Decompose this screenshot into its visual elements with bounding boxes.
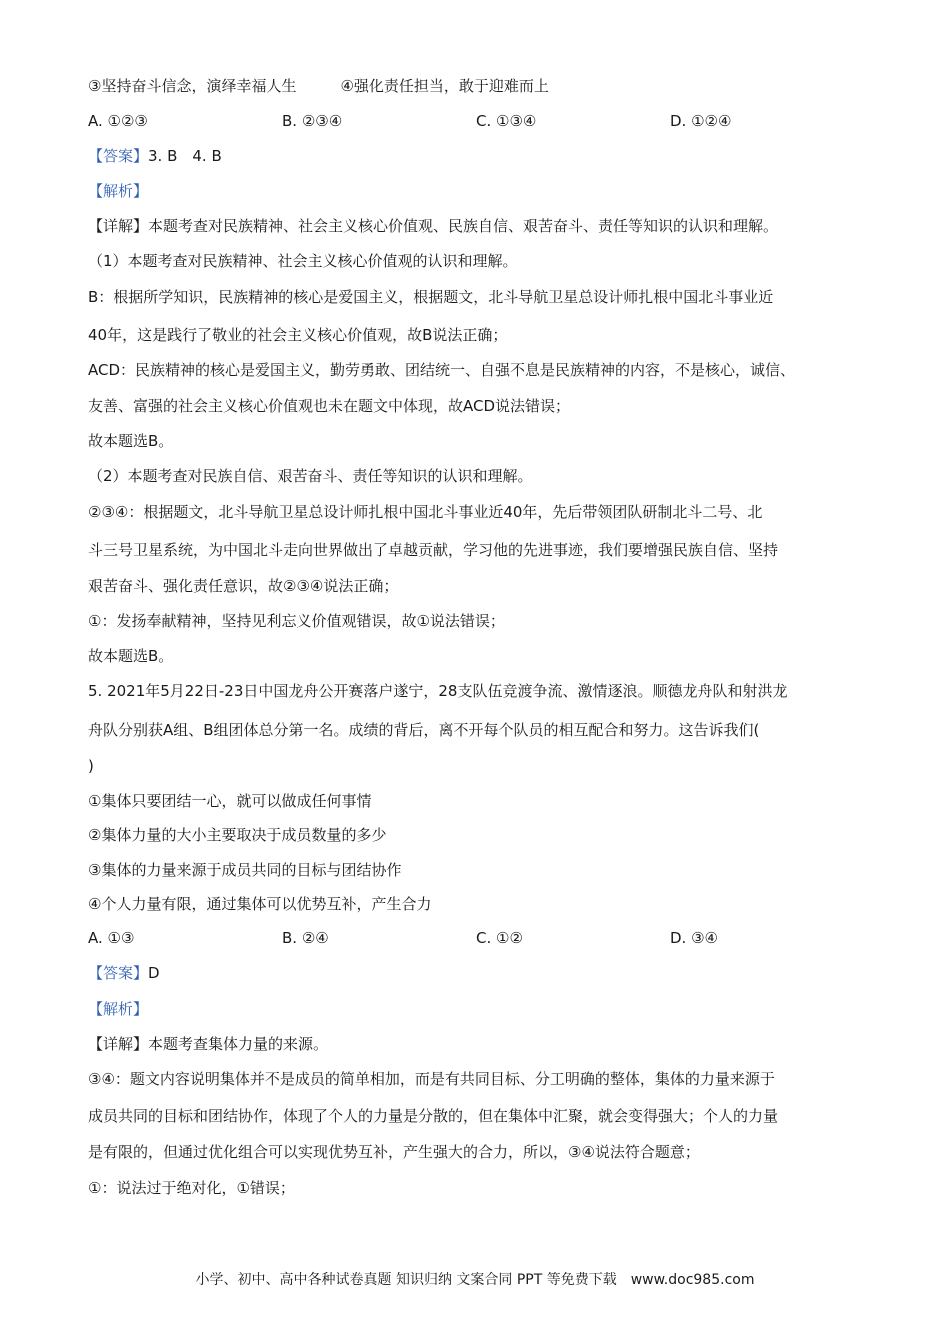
q5-item: ①集体只要团结一心，就可以做成任何事情 — [88, 792, 372, 810]
explanation-line: ③④：题文内容说明集体并不是成员的简单相加，而是有共同目标、分工明确的整体，集体的力量来源于 — [88, 1070, 775, 1088]
q5-item: ③集体的力量来源于成员共同的目标与团结协作 — [88, 861, 402, 879]
q4-option-d: D. ①②④ — [670, 112, 732, 130]
q4-item-3: ③坚持奋斗信念，演绎幸福人生 — [88, 77, 297, 95]
q4-items-line — [88, 76, 870, 96]
q5-stem-line: ) — [88, 757, 94, 775]
page-footer: 小学、初中、高中各种试卷真题 知识归纳 文案合同 PPT 等免费下载 www.doc985.com — [195, 1272, 755, 1288]
q5-option-a: A. ①③ — [88, 929, 135, 947]
answer-line-2 — [88, 963, 870, 983]
answer-label: 【答案】 — [88, 964, 149, 982]
q5-stem-line: 5. 2021年5月22日-23日中国龙舟公开赛落户遂宁，28支队伍竞渡争流、激情逐浪。顺德龙舟队和射洪龙 — [88, 682, 788, 700]
analysis-label: 【解析】 — [88, 1000, 149, 1018]
explanation-line: 【详解】本题考查集体力量的来源。 — [88, 1035, 329, 1053]
explanation-line: B：根据所学知识，民族精神的核心是爱国主义，根据题文，北斗导航卫星总设计师扎根中国北斗事业近 — [88, 288, 774, 306]
explanation-line: （2）本题考查对民族自信、艰苦奋斗、责任等知识的认识和理解。 — [88, 467, 533, 485]
q5-option-c: C. ①② — [476, 929, 523, 947]
explanation-line: 【详解】本题考查对民族精神、社会主义核心价值观、民族自信、艰苦奋斗、责任等知识的认识和理解。 — [88, 217, 779, 235]
analysis-label: 【解析】 — [88, 182, 149, 200]
explanation-line: （1）本题考查对民族精神、社会主义核心价值观的认识和理解。 — [88, 252, 518, 270]
answer-value: D — [148, 964, 160, 982]
q4-option-c: C. ①③④ — [476, 112, 537, 130]
explanation-line: ①：发扬奉献精神，坚持见利忘义价值观错误，故①说法错误； — [88, 612, 505, 630]
q4-option-a: A. ①②③ — [88, 112, 148, 130]
explanation-line: ②③④：根据题文，北斗导航卫星总设计师扎根中国北斗事业近40年，先后带领团队研制北斗二号、北 — [88, 503, 763, 521]
explanation-line: 成员共同的目标和团结协作，体现了个人的力量是分散的，但在集体中汇聚，就会变得强大；个人的力量 — [88, 1107, 779, 1125]
answer-value: 3. B 4. B — [148, 147, 222, 165]
q5-option-d: D. ③④ — [670, 929, 718, 947]
explanation-line: 是有限的，但通过优化组合可以实现优势互补，产生强大的合力，所以，③④说法符合题意； — [88, 1143, 700, 1161]
q4-item-4: ④强化责任担当，敢于迎难而上 — [340, 77, 549, 95]
q5-item: ②集体力量的大小主要取决于成员数量的多少 — [88, 826, 387, 844]
q5-item: ④个人力量有限，通过集体可以优势互补，产生合力 — [88, 895, 432, 913]
explanation-line: 故本题选B。 — [88, 432, 174, 450]
answer-label: 【答案】 — [88, 147, 149, 165]
q5-stem-line: 舟队分别获A组、B组团体总分第一名。成绩的背后，离不开每个队员的相互配合和努力。这告诉我们( — [88, 721, 760, 739]
explanation-line: 故本题选B。 — [88, 647, 174, 665]
explanation-line: 友善、富强的社会主义核心价值观也未在题文中体现，故ACD说法错误； — [88, 397, 571, 415]
explanation-line: ACD：民族精神的核心是爱国主义，勤劳勇敢、团结统一、自强不息是民族精神的内容，不是核心，诚信、 — [88, 361, 796, 379]
explanation-line: ①：说法过于绝对化，①错误； — [88, 1179, 295, 1197]
q4-option-b: B. ②③④ — [282, 112, 343, 130]
q5-option-b: B. ②④ — [282, 929, 329, 947]
explanation-line: 艰苦奋斗、强化责任意识，故②③④说法正确； — [88, 577, 399, 595]
answer-line-1 — [88, 146, 870, 166]
explanation-line: 斗三号卫星系统，为中国北斗走向世界做出了卓越贡献，学习他的先进事迹，我们要增强民族自信、坚持 — [88, 541, 779, 559]
explanation-line: 40年，这是践行了敬业的社会主义核心价值观，故B说法正确； — [88, 326, 508, 344]
